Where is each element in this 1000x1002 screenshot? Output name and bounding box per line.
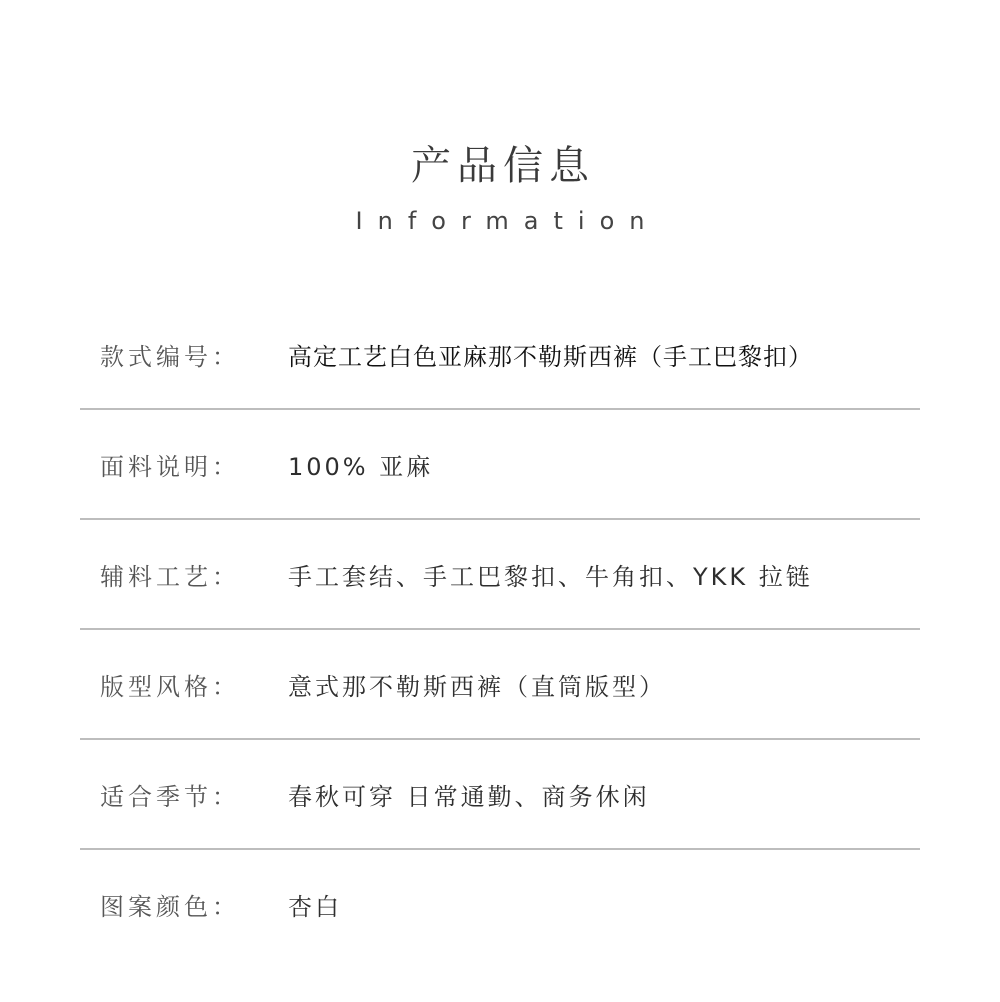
info-row-color bbox=[80, 850, 920, 958]
info-value: 手工套结、手工巴黎扣、牛角扣、YKK 拉链 bbox=[288, 562, 813, 591]
info-row-accessories bbox=[80, 520, 920, 628]
info-label: 辅料工艺： bbox=[100, 562, 240, 591]
info-row-fit bbox=[80, 630, 920, 738]
info-label: 适合季节： bbox=[100, 782, 240, 811]
info-label: 图案颜色： bbox=[100, 892, 240, 921]
info-label: 版型风格： bbox=[100, 672, 240, 701]
info-row-season bbox=[80, 740, 920, 848]
info-value: 意式那不勒斯西裤（直筒版型） bbox=[288, 672, 666, 701]
info-value: 杏白 bbox=[288, 892, 342, 921]
info-value: 高定工艺白色亚麻那不勒斯西裤（手工巴黎扣） bbox=[288, 342, 813, 371]
info-row-style-number bbox=[80, 300, 920, 408]
product-info-table bbox=[80, 300, 920, 958]
page-header bbox=[0, 140, 1000, 236]
info-label: 款式编号： bbox=[100, 342, 240, 371]
info-label: 面料说明： bbox=[100, 452, 240, 481]
page-subtitle: Information bbox=[355, 207, 660, 235]
page-title: 产品信息 bbox=[411, 143, 595, 189]
info-value: 春秋可穿 日常通勤、商务休闲 bbox=[288, 782, 650, 811]
info-value: 100% 亚麻 bbox=[288, 452, 434, 481]
info-row-fabric bbox=[80, 410, 920, 518]
